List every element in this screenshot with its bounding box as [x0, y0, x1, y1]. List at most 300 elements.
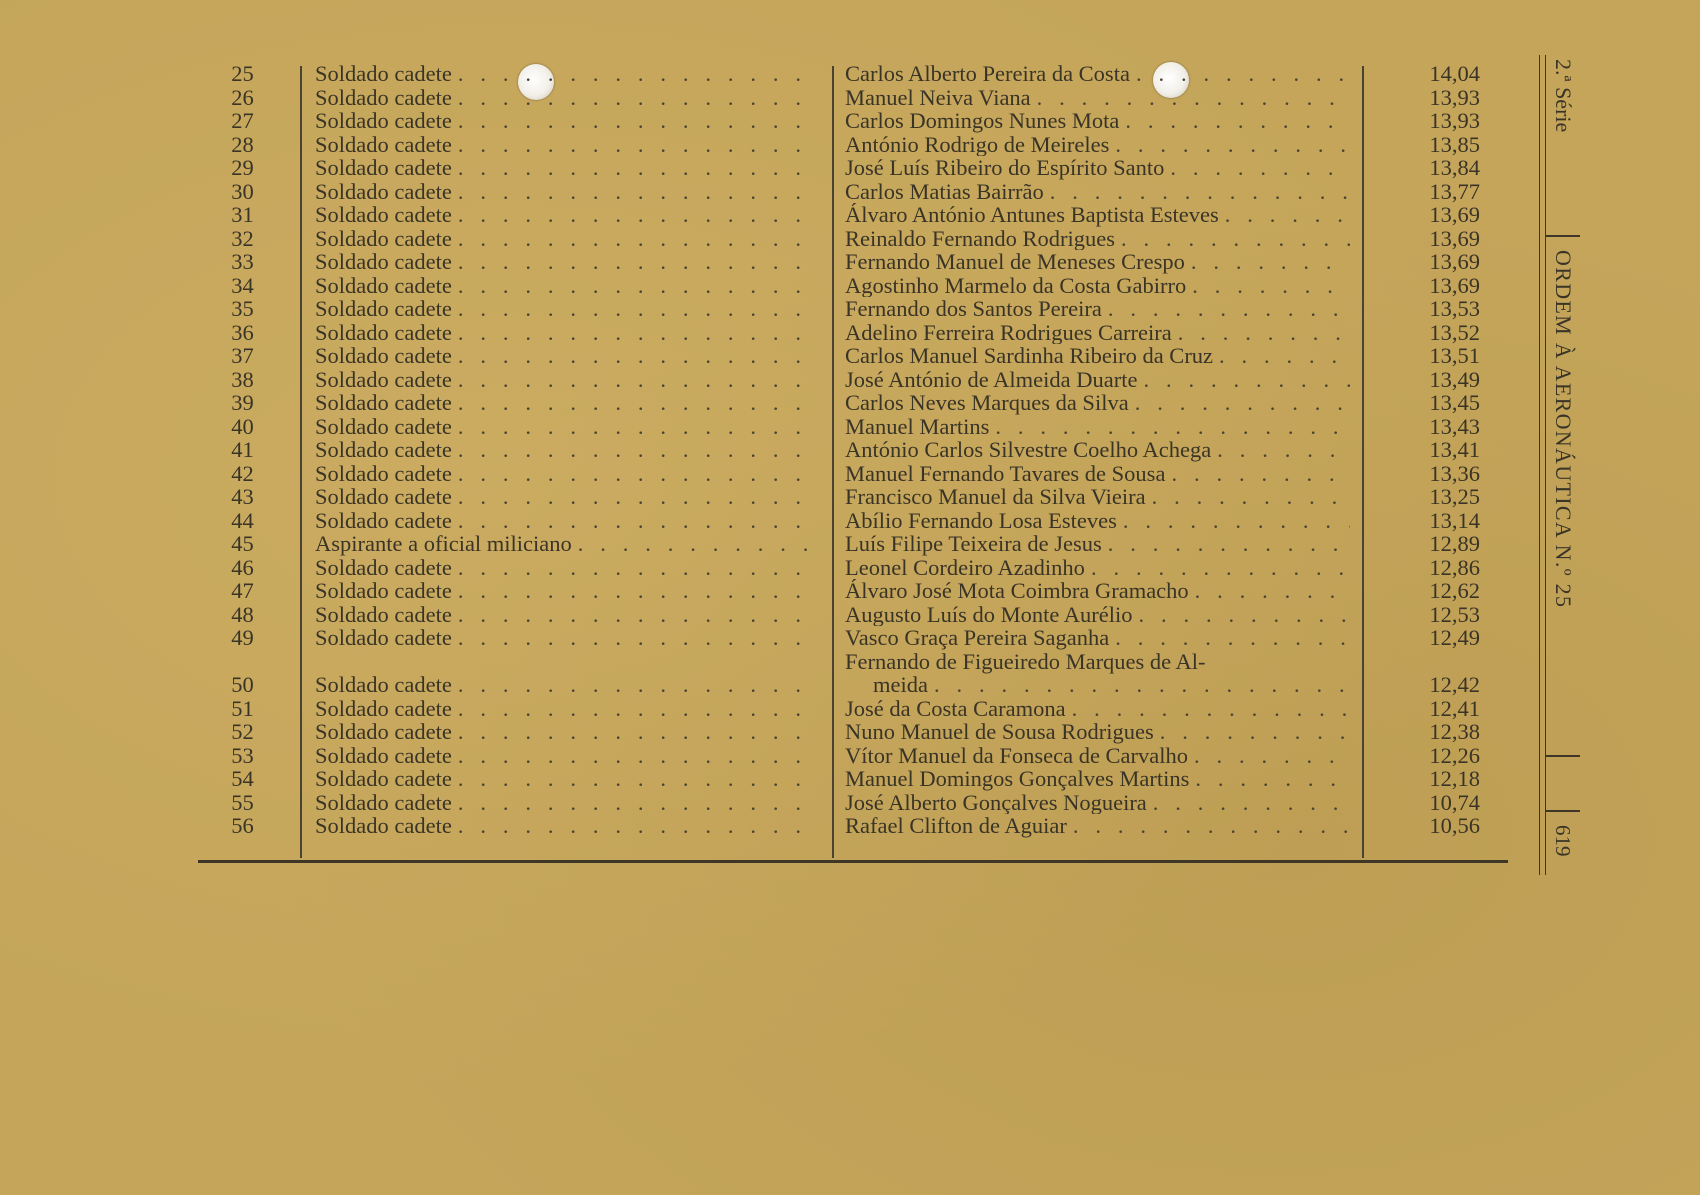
dot-leader [1085, 556, 1350, 580]
rank-cell [315, 109, 815, 133]
name-cell [845, 133, 1350, 157]
name-text: Álvaro António Antunes Baptista Esteves [845, 203, 1219, 227]
rank-cell [315, 579, 815, 603]
name-text: Manuel Domingos Gonçalves Martins [845, 767, 1190, 791]
score-cell: 13,84 [1429, 156, 1480, 180]
table-row [195, 86, 1505, 110]
score-cell: 13,36 [1429, 461, 1480, 485]
score-cell: 13,93 [1429, 85, 1480, 109]
dot-leader [1147, 791, 1350, 815]
score-cell: 13,69 [1429, 226, 1480, 250]
page-number: 619 [1551, 825, 1575, 857]
dot-leader [1044, 180, 1350, 204]
name-text: António Carlos Silvestre Coelho Achega [845, 438, 1212, 462]
table-row [195, 791, 1505, 815]
table-row [195, 227, 1505, 251]
rank-cell [315, 391, 815, 415]
name-cell [845, 485, 1350, 509]
rank-text: Soldado cadete [315, 461, 452, 485]
table-row [195, 814, 1505, 838]
dot-leader [1130, 62, 1350, 86]
rank-text: Soldado cadete [315, 673, 452, 697]
dot-leader [1188, 744, 1350, 768]
rank-text: Aspirante a oficial miliciano [315, 532, 572, 556]
dot-leader [1119, 109, 1350, 133]
name-cell [845, 767, 1350, 791]
rank-cell [315, 274, 815, 298]
name-text: Fernando dos Santos Pereira [845, 297, 1102, 321]
rank-text: Soldado cadete [315, 250, 452, 274]
rank-cell [315, 62, 815, 86]
name-text: Agostinho Marmelo da Costa Gabirro [845, 273, 1187, 297]
name-text: Fernando Manuel de Meneses Crespo [845, 250, 1185, 274]
name-text: Vasco Graça Pereira Saganha [845, 626, 1110, 650]
name-cell [845, 579, 1350, 603]
dot-leader [1211, 438, 1350, 462]
header-rule [1539, 55, 1543, 875]
name-text: Carlos Matias Bairrão [845, 179, 1044, 203]
publication-title: ORDEM À AERONÁUTICA N.º 25 [1551, 250, 1576, 609]
rank-cell [315, 603, 815, 627]
row-number: 31 [231, 203, 254, 227]
dot-leader [1185, 250, 1350, 274]
table-row [195, 274, 1505, 298]
name-cell [845, 438, 1350, 462]
dot-leader [1133, 603, 1351, 627]
score-cell: 12,86 [1429, 555, 1480, 579]
row-number: 54 [231, 767, 254, 791]
table-row [195, 180, 1505, 204]
name-text: Adelino Ferreira Rodrigues Carreira [845, 320, 1172, 344]
table-row [195, 321, 1505, 345]
dot-leader [452, 321, 815, 345]
rank-cell [315, 462, 815, 486]
row-number: 30 [231, 179, 254, 203]
score-cell: 12,49 [1429, 626, 1480, 650]
running-header [1545, 55, 1582, 875]
row-number: 55 [231, 790, 254, 814]
name-cell [845, 650, 1350, 697]
score-cell: 12,41 [1429, 696, 1480, 720]
table-row [195, 697, 1505, 721]
rank-text: Soldado cadete [315, 438, 452, 462]
rank-text: Soldado cadete [315, 297, 452, 321]
dot-leader [452, 344, 815, 368]
table-row [195, 462, 1505, 486]
name-continuation [845, 673, 1350, 697]
score-cell: 13,43 [1429, 414, 1480, 438]
rank-text: Soldado cadete [315, 720, 452, 744]
rank-text: Soldado cadete [315, 156, 452, 180]
dot-leader [452, 180, 815, 204]
score-cell: 13,85 [1429, 132, 1480, 156]
dot-leader [452, 791, 815, 815]
score-cell: 13,69 [1429, 203, 1480, 227]
rank-cell [315, 626, 815, 650]
dot-leader [452, 203, 815, 227]
dot-leader [452, 720, 815, 744]
rank-text: Soldado cadete [315, 132, 452, 156]
name-text: Leonel Cordeiro Azadinho [845, 555, 1085, 579]
dot-leader [452, 697, 815, 721]
rank-text: Soldado cadete [315, 367, 452, 391]
rank-text: Soldado cadete [315, 109, 452, 133]
dot-leader [989, 415, 1350, 439]
name-text: Manuel Neiva Viana [845, 85, 1031, 109]
name-text: Carlos Alberto Pereira da Costa [845, 62, 1130, 86]
dot-leader [452, 274, 815, 298]
rank-text: Soldado cadete [315, 203, 452, 227]
name-text: José Alberto Gonçalves Nogueira [845, 790, 1147, 814]
table-row [195, 156, 1505, 180]
dot-leader [452, 250, 815, 274]
dot-leader [1066, 697, 1350, 721]
rank-cell [315, 556, 815, 580]
name-cell [845, 62, 1350, 86]
row-number: 46 [231, 555, 254, 579]
rank-text: Soldado cadete [315, 273, 452, 297]
name-text: Francisco Manuel da Silva Vieira [845, 485, 1146, 509]
rank-cell [315, 368, 815, 392]
table-row [195, 344, 1505, 368]
score-cell: 13,14 [1429, 508, 1480, 532]
rank-text: Soldado cadete [315, 320, 452, 344]
rank-text: Soldado cadete [315, 508, 452, 532]
rank-text: Soldado cadete [315, 62, 452, 86]
name-text: Carlos Manuel Sardinha Ribeiro da Cruz [845, 344, 1214, 368]
dot-leader [1189, 579, 1350, 603]
rank-cell [315, 156, 815, 180]
score-cell: 12,26 [1429, 743, 1480, 767]
dot-leader [452, 556, 815, 580]
rank-cell [315, 133, 815, 157]
row-number: 53 [231, 743, 254, 767]
dot-leader [1102, 297, 1350, 321]
name-text: Álvaro José Mota Coimbra Gramacho [845, 579, 1189, 603]
name-cell [845, 532, 1350, 556]
rank-cell [315, 673, 815, 697]
name-cell [845, 109, 1350, 133]
dot-leader [1164, 156, 1350, 180]
name-cell [845, 415, 1350, 439]
table-row [195, 415, 1505, 439]
name-cell [845, 203, 1350, 227]
name-cell [845, 814, 1350, 838]
name-continuation-text: meida [873, 672, 928, 697]
row-number: 38 [231, 367, 254, 391]
table-row [195, 485, 1505, 509]
score-cell: 12,62 [1429, 579, 1480, 603]
rank-cell [315, 744, 815, 768]
score-cell: 12,18 [1429, 767, 1480, 791]
rank-cell [315, 250, 815, 274]
header-separator-2 [1546, 755, 1580, 757]
dot-leader [1146, 485, 1350, 509]
table-row [195, 650, 1505, 697]
name-text: Manuel Fernando Tavares de Sousa [845, 461, 1166, 485]
score-cell: 13,93 [1429, 109, 1480, 133]
dot-leader [452, 673, 815, 697]
row-number: 43 [231, 485, 254, 509]
row-number: 47 [231, 579, 254, 603]
table-row [195, 532, 1505, 556]
rank-cell [315, 767, 815, 791]
name-text: Carlos Domingos Nunes Mota [845, 109, 1120, 133]
score-cell: 10,56 [1429, 814, 1480, 838]
dot-leader [452, 109, 815, 133]
row-number: 41 [231, 438, 254, 462]
row-number: 25 [231, 62, 254, 86]
rank-text: Soldado cadete [315, 555, 452, 579]
row-number: 27 [231, 109, 254, 133]
rank-cell [315, 180, 815, 204]
dot-leader [452, 86, 815, 110]
name-cell [845, 368, 1350, 392]
row-number: 39 [231, 391, 254, 415]
name-text: Fernando de Figueiredo Marques de Al- [845, 649, 1206, 674]
name-text: Rafael Clifton de Aguiar [845, 814, 1067, 838]
name-text: José António de Almeida Duarte [845, 367, 1138, 391]
table-row [195, 62, 1505, 86]
name-cell [845, 462, 1350, 486]
dot-leader [1154, 720, 1350, 744]
dot-leader [452, 626, 815, 650]
dot-leader [1172, 321, 1350, 345]
name-text: Manuel Martins [845, 414, 990, 438]
name-cell [845, 250, 1350, 274]
table-row [195, 720, 1505, 744]
dot-leader [1137, 368, 1350, 392]
table-row [195, 297, 1505, 321]
name-text: Luís Filipe Teixeira de Jesus [845, 532, 1102, 556]
rank-cell [315, 415, 815, 439]
row-number: 32 [231, 226, 254, 250]
name-cell [845, 391, 1350, 415]
dot-leader [452, 227, 815, 251]
name-cell [845, 720, 1350, 744]
score-cell: 12,53 [1429, 602, 1480, 626]
dot-leader [1213, 344, 1350, 368]
dot-leader [1067, 814, 1350, 838]
table-row [195, 744, 1505, 768]
rank-text: Soldado cadete [315, 391, 452, 415]
table-row [195, 109, 1505, 133]
score-cell: 13,41 [1429, 438, 1480, 462]
rank-text: Soldado cadete [315, 602, 452, 626]
name-text: Nuno Manuel de Sousa Rodrigues [845, 720, 1154, 744]
rank-text: Soldado cadete [315, 743, 452, 767]
dot-leader [1129, 391, 1350, 415]
table-row [195, 579, 1505, 603]
table-row [195, 203, 1505, 227]
name-cell [845, 321, 1350, 345]
rank-cell [315, 697, 815, 721]
rank-cell [315, 720, 815, 744]
table-row [195, 603, 1505, 627]
dot-leader [452, 767, 815, 791]
row-number: 26 [231, 85, 254, 109]
rank-text: Soldado cadete [315, 814, 452, 838]
row-number: 56 [231, 814, 254, 838]
dot-leader [928, 673, 1350, 697]
dot-leader [452, 62, 815, 86]
dot-leader [1109, 133, 1350, 157]
table-row [195, 626, 1505, 650]
rank-cell [315, 227, 815, 251]
table-row [195, 368, 1505, 392]
name-cell [845, 697, 1350, 721]
score-cell: 13,77 [1429, 179, 1480, 203]
dot-leader [1165, 462, 1350, 486]
rank-text: Soldado cadete [315, 790, 452, 814]
row-number: 44 [231, 508, 254, 532]
score-cell: 12,42 [1429, 673, 1480, 697]
row-number: 42 [231, 461, 254, 485]
name-text: Abílio Fernando Losa Esteves [845, 508, 1117, 532]
row-number: 51 [231, 696, 254, 720]
name-text: Vítor Manuel da Fonseca de Carvalho [845, 743, 1189, 767]
rank-text: Soldado cadete [315, 579, 452, 603]
row-number: 33 [231, 250, 254, 274]
row-number: 48 [231, 602, 254, 626]
dot-leader [1186, 274, 1350, 298]
rank-cell [315, 344, 815, 368]
dot-leader [452, 297, 815, 321]
score-cell: 14,04 [1429, 62, 1480, 86]
dot-leader [452, 133, 815, 157]
rank-text: Soldado cadete [315, 85, 452, 109]
name-text: Augusto Luís do Monte Aurélio [845, 602, 1133, 626]
classification-table [195, 62, 1505, 838]
score-cell: 13,53 [1429, 297, 1480, 321]
score-cell: 12,38 [1429, 720, 1480, 744]
dot-leader [452, 814, 815, 838]
header-separator-1 [1546, 235, 1580, 237]
score-cell: 13,52 [1429, 320, 1480, 344]
name-cell [845, 227, 1350, 251]
rank-text: Soldado cadete [315, 767, 452, 791]
name-cell [845, 180, 1350, 204]
name-cell [845, 156, 1350, 180]
name-cell [845, 274, 1350, 298]
dot-leader [1109, 626, 1350, 650]
rank-cell [315, 791, 815, 815]
rank-cell [315, 321, 815, 345]
name-text: Reinaldo Fernando Rodrigues [845, 226, 1115, 250]
name-text: José da Costa Caramona [845, 696, 1066, 720]
dot-leader [452, 391, 815, 415]
name-cell [845, 344, 1350, 368]
rank-text: Soldado cadete [315, 626, 452, 650]
rank-text: Soldado cadete [315, 485, 452, 509]
table-row [195, 250, 1505, 274]
dot-leader [452, 579, 815, 603]
dot-leader [1031, 86, 1350, 110]
rank-cell [315, 814, 815, 838]
name-text: António Rodrigo de Meireles [845, 132, 1110, 156]
score-cell: 13,51 [1429, 344, 1480, 368]
dot-leader [1189, 767, 1350, 791]
row-number: 49 [231, 626, 254, 650]
rank-cell [315, 86, 815, 110]
dot-leader [452, 603, 815, 627]
dot-leader [1102, 532, 1350, 556]
row-number: 50 [231, 673, 254, 697]
score-cell: 10,74 [1429, 790, 1480, 814]
rank-cell [315, 485, 815, 509]
score-cell: 13,45 [1429, 391, 1480, 415]
table-row [195, 438, 1505, 462]
row-number: 40 [231, 414, 254, 438]
dot-leader [452, 485, 815, 509]
rank-cell [315, 532, 815, 556]
table-row [195, 391, 1505, 415]
rank-text: Soldado cadete [315, 344, 452, 368]
rank-cell [315, 297, 815, 321]
dot-leader [1117, 509, 1350, 533]
header-separator-3 [1546, 810, 1580, 812]
name-text: Carlos Neves Marques da Silva [845, 391, 1129, 415]
table-row [195, 556, 1505, 580]
row-number: 29 [231, 156, 254, 180]
dot-leader [452, 509, 815, 533]
dot-leader [452, 744, 815, 768]
score-cell: 13,25 [1429, 485, 1480, 509]
dot-leader [1219, 203, 1350, 227]
score-cell: 13,69 [1429, 250, 1480, 274]
name-cell [845, 791, 1350, 815]
name-cell [845, 556, 1350, 580]
dot-leader [452, 415, 815, 439]
rank-text: Soldado cadete [315, 696, 452, 720]
table-row [195, 509, 1505, 533]
dot-leader [452, 462, 815, 486]
score-cell: 13,69 [1429, 273, 1480, 297]
row-number: 34 [231, 273, 254, 297]
name-cell [845, 744, 1350, 768]
score-cell: 13,49 [1429, 367, 1480, 391]
series-label: 2.ª Série [1551, 59, 1576, 133]
rank-text: Soldado cadete [315, 179, 452, 203]
row-number: 52 [231, 720, 254, 744]
rank-text: Soldado cadete [315, 414, 452, 438]
dot-leader [452, 438, 815, 462]
dot-leader [452, 156, 815, 180]
dot-leader [452, 368, 815, 392]
rank-cell [315, 509, 815, 533]
name-cell [845, 626, 1350, 650]
dot-leader [1115, 227, 1350, 251]
name-text: José Luís Ribeiro do Espírito Santo [845, 156, 1165, 180]
row-number: 36 [231, 320, 254, 344]
table-row [195, 133, 1505, 157]
name-cell [845, 297, 1350, 321]
dot-leader [572, 532, 815, 556]
table-bottom-rule [198, 860, 1508, 863]
table-row [195, 767, 1505, 791]
rank-cell [315, 438, 815, 462]
name-cell [845, 603, 1350, 627]
name-cell [845, 509, 1350, 533]
row-number: 37 [231, 344, 254, 368]
row-number: 45 [231, 532, 254, 556]
rank-text: Soldado cadete [315, 226, 452, 250]
row-number: 35 [231, 297, 254, 321]
name-cell [845, 86, 1350, 110]
row-number: 28 [231, 132, 254, 156]
rank-cell [315, 203, 815, 227]
score-cell: 12,89 [1429, 532, 1480, 556]
